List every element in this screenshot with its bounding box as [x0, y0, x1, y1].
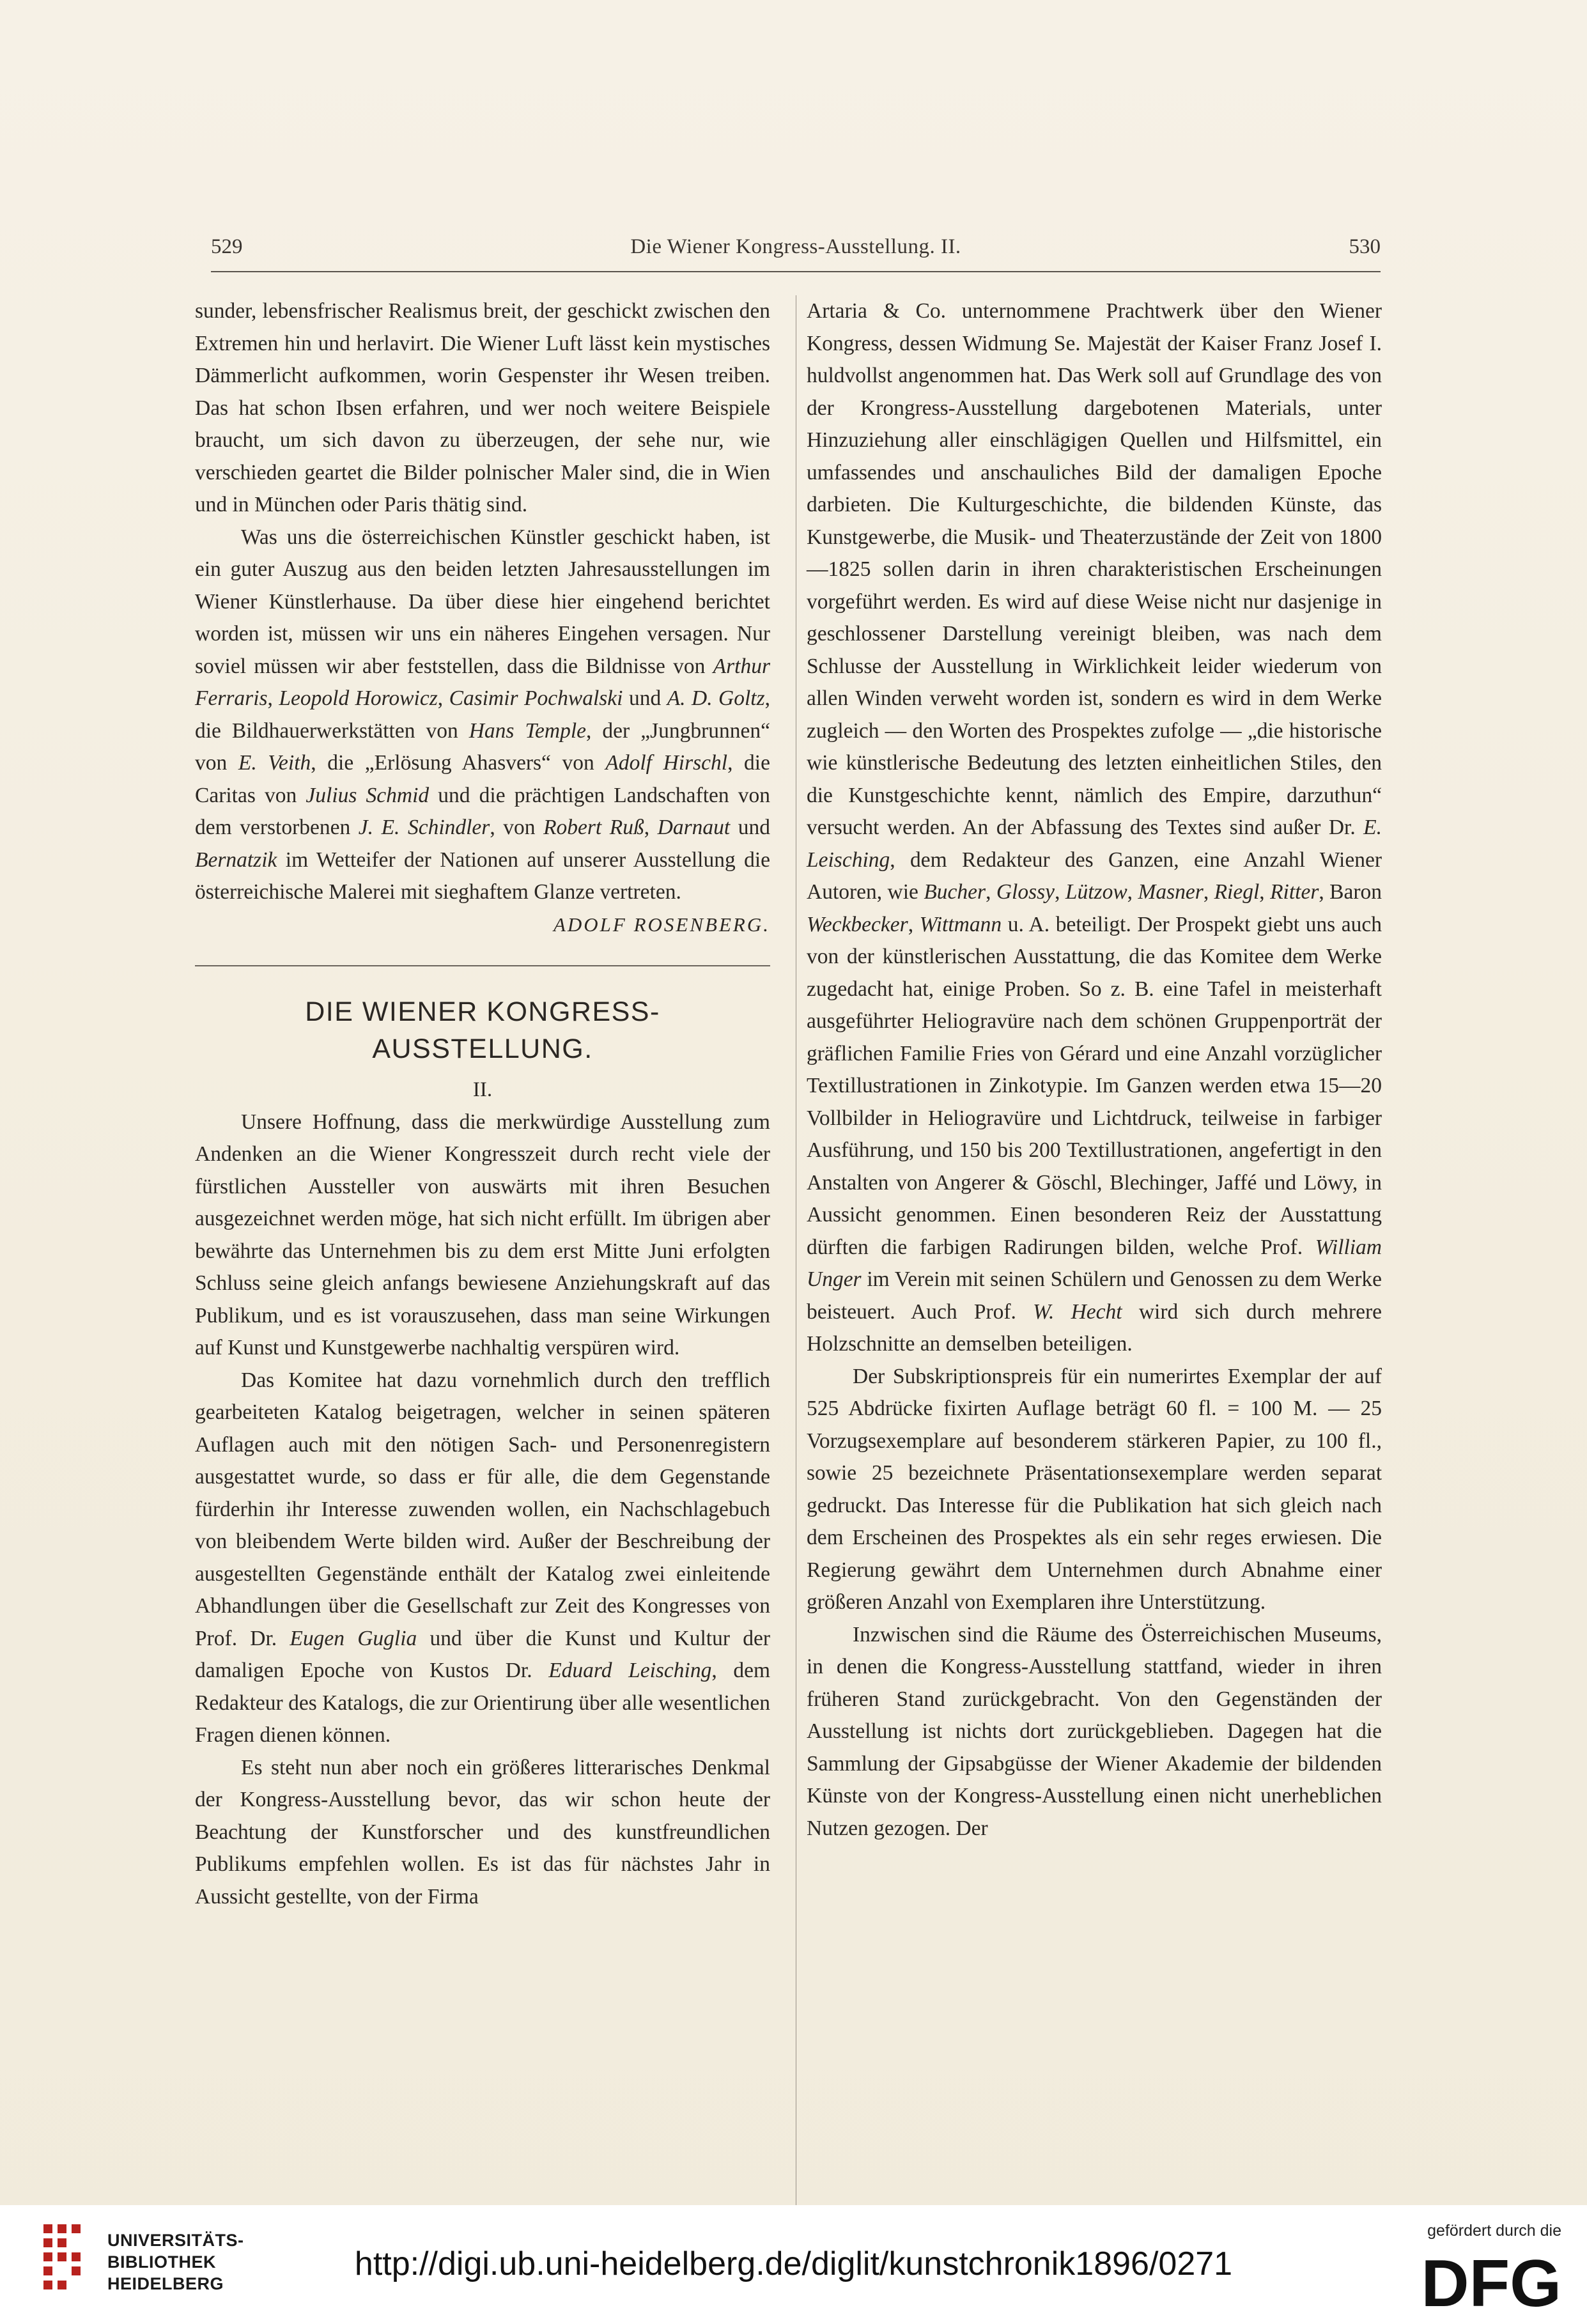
person-name: Eduard Leisching: [548, 1659, 712, 1682]
paragraph: Was uns die österreichischen Künstler geschickt haben, ist ein guter Auszug aus den beiden letzten Jahresausstellungen im Wiener Künstlerhause. Da über diese hier eingehend berichtet worden ist, müssen wir uns ein näheres Eingehen versagen. Nur soviel müssen wir aber feststellen, dass die Bildnisse von Arthur Ferraris, Leopold Horowicz, Casimir Pochwalski und A. D. Goltz, die Bildhauerwerkstätten von Hans Temple, der „Jungbrunnen“ von E. Veith, die „Erlösung Ahasvers“ von Adolf Hirschl, die Caritas von Julius Schmid und die prächtigen Landschaften von dem verstorbenen J. E. Schindler, von Robert Ruß, Darnaut und Bernatzik im Wetteifer der Nationen auf unserer Ausstellung die österreichische Malerei mit sieghaftem Glanze vertreten.: [195, 525, 771, 904]
paragraph: Inzwischen sind die Räume des Österreichischen Museums, in denen die Kongress-Ausstellung stattfand, wieder in ihren früheren Stand zurückgebracht. Von den Gegenständen der Ausstellung ist nichts dort zurückgeblieben. Dagegen hat die Sammlung der Gipsabgüsse der Wiener Akademie der bildenden Künste von der Kongress-Ausstellung einen nicht unerheblichen Nutzen gezogen. Der: [807, 1622, 1382, 1840]
artist-name: Bernatzik: [195, 848, 277, 872]
right-column: [807, 295, 1382, 1845]
running-title: Die Wiener Kongress-Ausstellung. II.: [630, 235, 961, 258]
running-head: [211, 235, 1381, 267]
person-name: W. Hecht: [1033, 1299, 1122, 1324]
artist-name: Robert Ruß: [543, 816, 644, 839]
artist-name: Julius Schmid: [306, 783, 430, 807]
page-number-right: 530: [1349, 235, 1381, 258]
person-name: William Unger: [807, 1235, 1382, 1291]
person-name: Riegl: [1214, 880, 1260, 904]
artist-name: Arthur Ferraris: [195, 654, 770, 710]
paragraph: Unsere Hoffnung, dass die merkwürdige Ausstellung zum Andenken an die Wiener Kongresszeit durch recht viele der fürstlichen Aussteller von auswärts mit ihren Besuchen ausgezeichnet werden möge, hat sich nicht erfüllt. Im übrigen aber bewährte das Unternehmen bis zu dem erst Mitte Juni erfolgten Schluss seine gleich anfangs bewiesene Anziehungskraft auf das Publikum, und es ist vorauszusehen, dass man seine Wirkungen auf Kunst und Kunstgewerbe nachhaltig verspüren wird.: [195, 1110, 770, 1360]
person-name: E. Leisching: [807, 816, 1382, 872]
paragraph: Artaria & Co. unternommene Prachtwerk über den Wiener Kongress, dessen Widmung Se. Majestät der Kaiser Franz Josef I. huldvollst angenommen hat. Das Werk soll auf Grundlage des von der Krongress-Ausstellung dargebotenen Materials, unter Hinzuziehung aller einschlägigen Quellen und Hilfsmittel, ein umfassendes und anschauliches Bild der damaligen Epoche darbieten. Die Kulturgeschichte, die bildenden Künste, das Kunstgewerbe, die Musik- und Theaterzustände der Zeit von 1800—1825 sollen darin in ihren charakteristischen Erscheinungen vorgeführt werden. Es wird auf diese Weise nicht nur dasjenige in geschlossener Darstellung vereinigt bleiben, was nach dem Schlusse der Ausstellung in Wirklichkeit leider wiederum von allen Winden verweht worden ist, sondern es wird in dem Werke zugleich — den Worten des Prospektes zufolge — „die historische wie künstlerische Bedeutung des letzten einheitlichen Stiles, den die Kunstgeschichte kennt, nämlich des Empire, darzuthun“ versucht werden. An der Abfassung des Textes sind außer Dr. E. Leisching, dem Redakteur des Ganzen, eine Anzahl Wiener Autoren, wie Bucher, Glossy, Lützow, Masner, Riegl, Ritter, Baron Weckbecker, Wittmann u. A. beteiligt. Der Prospekt giebt uns auch von der künstlerischen Ausstattung, die das Komitee dem Werke zugedacht hat, einige Proben. So z. B. eine Tafel in meisterhaft ausgeführter Heliogravüre nach dem schönen Gruppenporträt der gräflichen Familie Fries von Gérard und eine Anzahl vorzüglicher Textillustrationen in Zinkotypie. Im Ganzen werden etwa 15—20 Vollbilder in Heliogravüre und Lichtdruck, teilweise in farbiger Ausführung, und 150 bis 200 Textillustrationen, angefertigt in den Anstalten von Angerer & Göschl, Blechinger, Jaffé und Löwy, in Aussicht genommen. Einen besonderen Reiz der Ausstattung dürften die farbigen Radirungen bilden, welche Prof. William Unger im Verein mit seinen Schülern und Genossen zu dem Werke beisteuert. Auch Prof. W. Hecht wird sich durch mehrere Holzschnitte an demselben beteiligen.: [807, 299, 1382, 1356]
person-name: Masner: [1138, 880, 1204, 904]
artist-name: Casimir Pochwalski: [449, 686, 623, 710]
page-number-left: 529: [211, 235, 243, 258]
artist-name: J. E. Schindler: [358, 816, 490, 839]
paragraph: Es steht nun aber noch ein größeres litterarisches Denkmal der Kongress-Ausstellung bevor, das wir schon heute der Beachtung der Kunstforscher und des kunstfreundlichen Publikums empfehlen wollen. Es ist das für nächstes Jahr in Aussicht gestellte, von der Firma: [195, 1755, 770, 1909]
author-signature: ADOLF ROSENBERG.: [553, 913, 770, 936]
left-column: [195, 295, 770, 1913]
person-name: Lützow: [1065, 880, 1127, 904]
person-name: Glossy: [996, 880, 1055, 904]
person-name: Wittmann: [919, 912, 1002, 936]
section-rule: [195, 965, 770, 966]
person-name: Eugen Guglia: [290, 1626, 417, 1650]
digitization-footer: [0, 2205, 1587, 2324]
artist-name: Adolf Hirschl: [605, 751, 728, 775]
person-name: Ritter: [1270, 880, 1319, 904]
artist-name: A. D. Goltz: [667, 686, 765, 710]
artist-name: Hans Temple: [468, 718, 587, 743]
library-name: UNIVERSITÄTS- BIBLIOTHEK HEIDELBERG: [107, 2231, 244, 2293]
section-number: II.: [472, 1078, 493, 1101]
artist-name: Darnaut: [657, 816, 731, 839]
paragraph: sunder, lebensfrischer Realismus breit, der geschickt zwischen den Extremen hin und herlavirt. Die Wiener Luft lässt kein mystisches Dämmerlicht aufkommen, worin Gespenster ihr Wesen treiben. Das hat schon Ibsen erfahren, und wer noch weitere Beispiele braucht, um sich davon zu überzeugen, der sehe nur, wie verschieden geartet die Bilder polnischer Maler sind, die in Wien und in München oder Paris thätig sind.: [195, 299, 770, 516]
section-title: DIE WIENER KONGRESS-AUSSTELLUNG.: [305, 996, 660, 1064]
person-name: Bucher: [924, 880, 986, 904]
paragraph: Das Komitee hat dazu vornehmlich durch den trefflich gearbeiteten Katalog beigetragen, welcher in seinen späteren Auflagen auch mit den nötigen Sach- und Personenregistern ausgestattet wurde, so dass er für alle, die dem Gegenstande fürderhin ihr Interesse zuwenden wollen, ein Nachschlagebuch von bleibendem Werte bilden wird. Außer der Beschreibung der ausgestellten Gegenstände enthält der Katalog zwei einleitende Abhandlungen über die Gesellschaft zur Zeit des Kongresses von Prof. Dr. Eugen Guglia und über die Kunst und Kultur der damaligen Epoche von Kustos Dr. Eduard Leisching, dem Redakteur des Katalogs, die zur Orientirung über alle wesentlichen Fragen dienen können.: [195, 1368, 770, 1747]
funding-label: gefördert durch die: [1427, 2222, 1561, 2240]
person-name: Weckbecker: [807, 912, 908, 936]
dfg-logo-icon: [1402, 2250, 1561, 2311]
artist-name: Leopold Horowicz: [279, 686, 438, 710]
paragraph: Der Subskriptionspreis für ein numerirtes Exemplar der auf 525 Abdrücke fixirten Auflage beträgt 60 fl. = 100 M. — 25 Vorzugsexemplare auf besonderem stärkeren Papier, zu 100 fl., sowie 25 bezeichnete Präsentationsexemplare werden separat gedruckt. Das Interesse für die Publikation hat sich gleich nach dem Erscheinen des Prospektes als ein sehr reges erwiesen. Die Regierung gewährt dem Unternehmen durch Abnahme einer größeren Anzahl von Exemplaren ihre Unterstützung.: [807, 1364, 1382, 1614]
dfg-logo-text: DFG: [1421, 2250, 1561, 2311]
artist-name: E. Veith: [238, 751, 311, 775]
permalink-url[interactable]: http://digi.ub.uni-heidelberg.de/diglit/kunstchronik1896/0271: [354, 2245, 1233, 2282]
header-rule: [211, 271, 1381, 272]
